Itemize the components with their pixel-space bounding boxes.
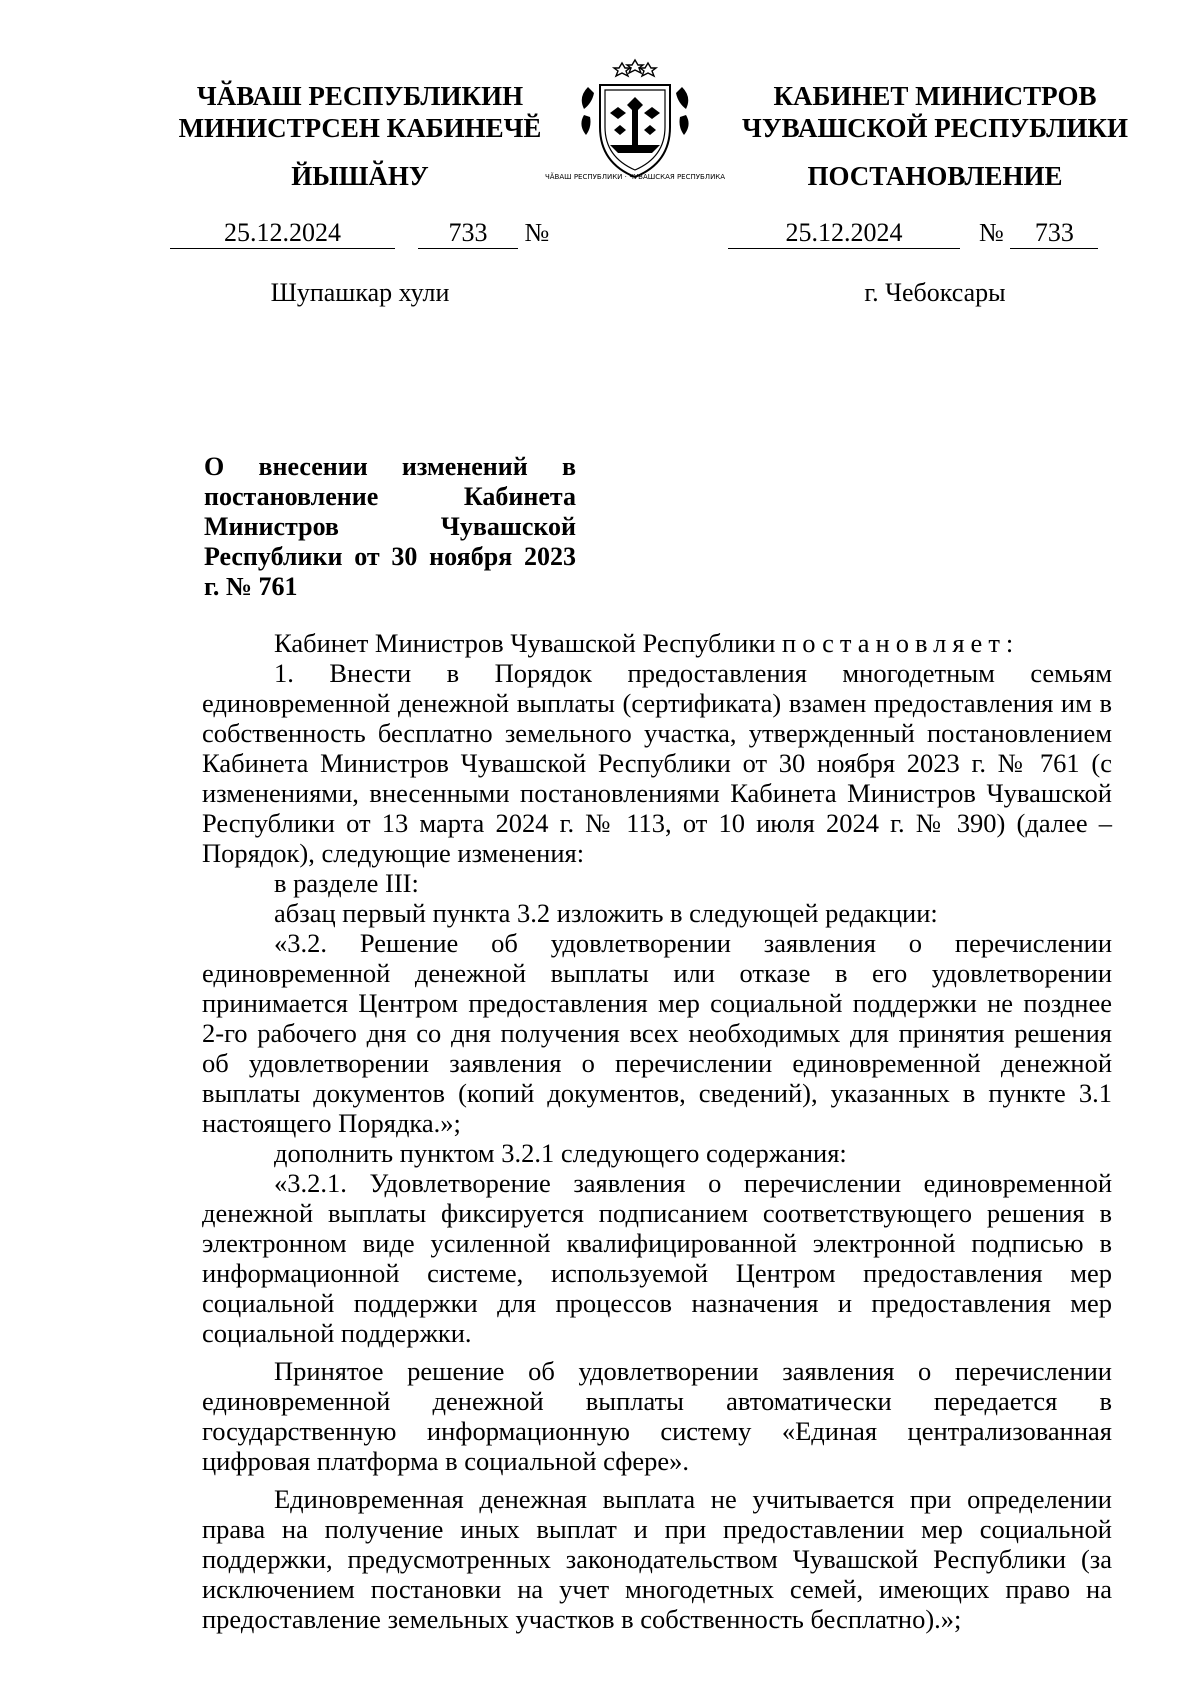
number-sign-right: №: [979, 218, 1004, 247]
paragraph-3: абзац первый пункта 3.2 изложить в следующей редакции:: [274, 898, 938, 928]
header-left-line2: МИНИСТРСЕН КАБИНЕЧӖ: [178, 113, 542, 143]
date-right: 25.12.2024: [728, 218, 960, 249]
number-right: 733: [1010, 218, 1098, 249]
intro-prefix: Кабинет Министров Чувашской Республики: [274, 628, 776, 658]
title-right: ПОСТАНОВЛЕНИЕ: [807, 161, 1063, 191]
title-left: ЙЫШӐНУ: [291, 161, 429, 191]
numbering-left: [170, 218, 549, 249]
place-right: г. Чебоксары: [864, 278, 1006, 307]
header-left-line1: ЧӐВАШ РЕСПУБЛИКИН: [196, 81, 524, 111]
paragraph-1: 1. Внести в Порядок предоставления многодетным семьям единовременной денежной выплаты (сертификата) взамен предоставления им в собственность бесплатно земельного участка, утвержденный постановлением Кабинета Министров Чувашской Республики от 30 ноября 2023 г. № 761 (с изменениями, внесенными постановлениями Кабинета Министров Чувашской Республики от 13 марта 2024 г. № 113, от 10 июля 2024 г. № 390) (далее – Порядок), следующие изменения:: [202, 658, 1112, 868]
document-body: [202, 628, 1112, 1634]
number-left: 733: [418, 218, 518, 249]
header-right-line2: ЧУВАШСКОЙ РЕСПУБЛИКИ: [742, 113, 1128, 143]
paragraph-2: в разделе III:: [274, 868, 419, 898]
intro-paragraph: [202, 628, 1112, 658]
date-left: 25.12.2024: [170, 218, 395, 249]
intro-verb: постановляет:: [782, 628, 1020, 658]
paragraph-6: «3.2.1. Удовлетворение заявления о перечислении единовременной денежной выплаты фиксируется подписанием соответствующего решения в электронном виде усиленной квалифицированной электронной подписью в информационной системе, используемой Центром предоставления мер социальной поддержки для процессов назначения и предоставления мер социальной поддержки.: [202, 1168, 1112, 1348]
header-left: [170, 80, 550, 144]
document-subject: О внесении изменений в постановление Кабинета Министров Чувашской Республики от 30 ноября 2023 г. № 761: [204, 452, 576, 601]
coat-of-arms-emblem: [544, 55, 726, 185]
header-right-line1: КАБИНЕТ МИНИСТРОВ: [773, 81, 1097, 111]
header-right: [735, 80, 1135, 144]
emblem-ribbon-text: ЧӐВАШ РЕСПУБЛИКИ · ЧУВАШСКАЯ РЕСПУБЛИКА: [544, 173, 726, 181]
paragraph-7: Принятое решение об удовлетворении заявления о перечислении единовременной денежной выплаты автоматически передается в государственную информационную систему «Единая централизованная цифровая платформа в социальной сфере».: [202, 1356, 1112, 1476]
paragraph-8: Единовременная денежная выплата не учитывается при определении права на получение иных выплат и при предоставлении мер социальной поддержки, предусмотренных законодательством Чувашской Республики (за исключением постановки на учет многодетных семей, имеющих право на предоставление земельных участков в собственность бесплатно).»;: [202, 1484, 1112, 1634]
paragraph-5: дополнить пунктом 3.2.1 следующего содержания:: [274, 1138, 847, 1168]
number-sign-left: №: [524, 218, 550, 247]
numbering-right: [728, 218, 1098, 249]
paragraph-4: «3.2. Решение об удовлетворении заявления о перечислении единовременной денежной выплаты или отказе в его удовлетворении принимается Центром предоставления мер социальной поддержки не позднее 2-го рабочего дня со дня получения всех необходимых для принятия решения об удовлетворении заявления о перечислении единовременной денежной выплаты документов (копий документов, сведений), указанных в пункте 3.1 настоящего Порядка.»;: [202, 928, 1112, 1138]
place-left: Шупашкар хули: [270, 278, 450, 307]
